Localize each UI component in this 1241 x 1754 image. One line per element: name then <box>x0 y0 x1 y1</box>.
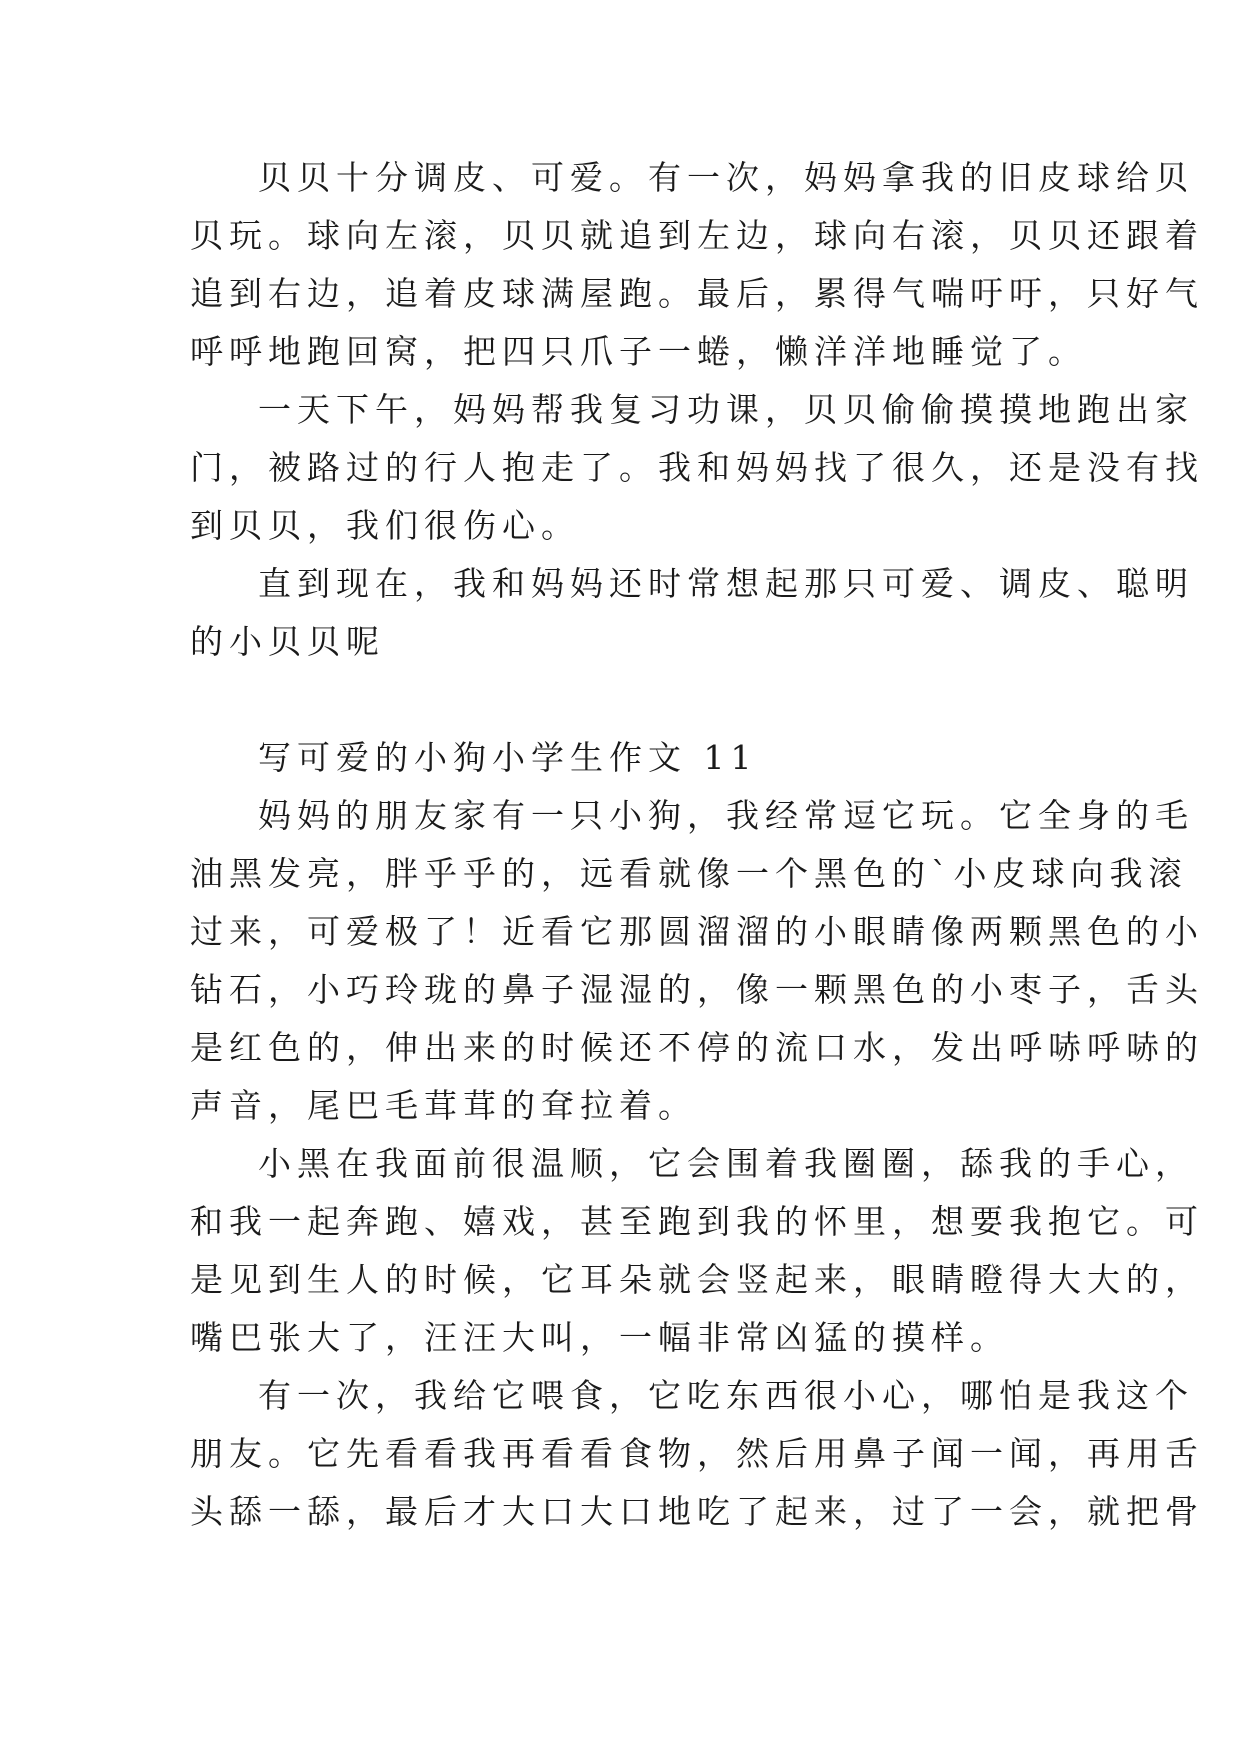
paragraph-line: 门，被路过的行人抱走了。我和妈妈找了很久，还是没有找 <box>190 448 1204 487</box>
paragraph-line: 是红色的，伸出来的时候还不停的流口水，发出呼哧呼哧的 <box>190 1028 1204 1067</box>
paragraph-line: 追到右边，追着皮球满屋跑。最后，累得气喘吁吁，只好气 <box>190 274 1204 313</box>
paragraph-line: 到贝贝，我们很伤心。 <box>190 506 580 545</box>
paragraph-line: 嘴巴张大了，汪汪大叫，一幅非常凶猛的摸样。 <box>190 1318 1009 1357</box>
paragraph-line: 有一次，我给它喂食，它吃东西很小心，哪怕是我这个 <box>258 1376 1194 1415</box>
section-title: 写可爱的小狗小学生作文 11 <box>258 738 758 777</box>
paragraph-line: 的小贝贝呢 <box>190 622 385 661</box>
paragraph-line: 直到现在，我和妈妈还时常想起那只可爱、调皮、聪明 <box>258 564 1194 603</box>
paragraph-line: 一天下午，妈妈帮我复习功课，贝贝偷偷摸摸地跑出家 <box>258 390 1194 429</box>
paragraph-line: 妈妈的朋友家有一只小狗，我经常逗它玩。它全身的毛 <box>258 796 1194 835</box>
paragraph-line: 贝玩。球向左滚，贝贝就追到左边，球向右滚，贝贝还跟着 <box>190 216 1204 255</box>
paragraph-line: 和我一起奔跑、嬉戏，甚至跑到我的怀里，想要我抱它。可 <box>190 1202 1204 1241</box>
paragraph-line: 是见到生人的时候，它耳朵就会竖起来，眼睛瞪得大大的， <box>190 1260 1204 1299</box>
paragraph-line: 呼呼地跑回窝，把四只爪子一蜷，懒洋洋地睡觉了。 <box>190 332 1087 371</box>
paragraph-line: 钻石，小巧玲珑的鼻子湿湿的，像一颗黑色的小枣子，舌头 <box>190 970 1204 1009</box>
paragraph-line: 朋友。它先看看我再看看食物，然后用鼻子闻一闻，再用舌 <box>190 1434 1204 1473</box>
paragraph-line: 过来，可爱极了！近看它那圆溜溜的小眼睛像两颗黑色的小 <box>190 912 1204 951</box>
paragraph-line: 小黑在我面前很温顺，它会围着我圈圈，舔我的手心， <box>258 1144 1194 1183</box>
paragraph-line: 声音，尾巴毛茸茸的耷拉着。 <box>190 1086 697 1125</box>
paragraph-line: 头舔一舔，最后才大口大口地吃了起来，过了一会，就把骨 <box>190 1492 1204 1531</box>
paragraph-line: 贝贝十分调皮、可爱。有一次，妈妈拿我的旧皮球给贝 <box>258 158 1194 197</box>
paragraph-line: 油黑发亮，胖乎乎的，远看就像一个黑色的`小皮球向我滚 <box>190 854 1188 893</box>
